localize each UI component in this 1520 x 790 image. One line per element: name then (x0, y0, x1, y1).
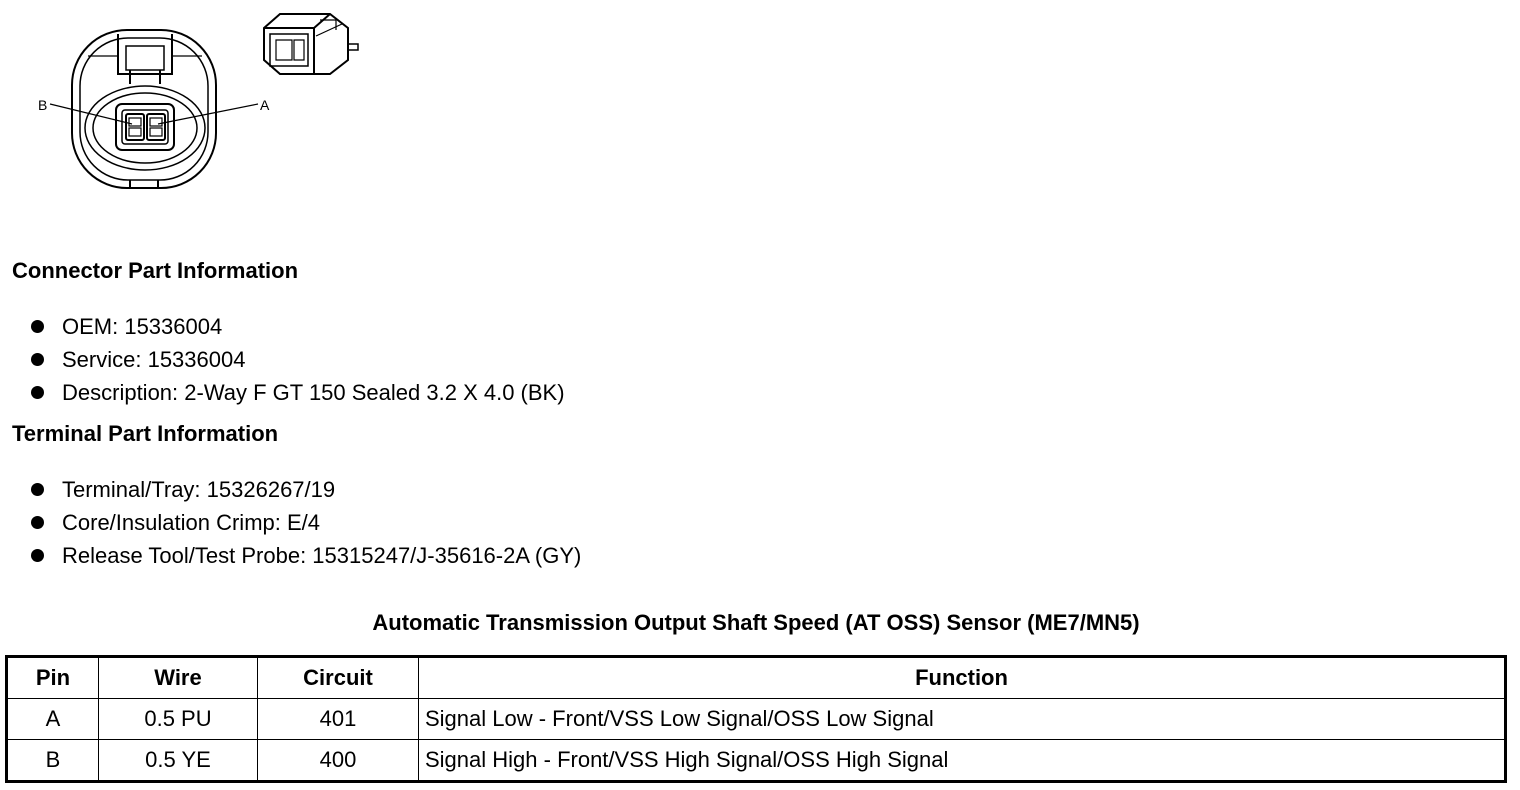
bullet-icon (31, 516, 44, 529)
cell-pin: B (7, 740, 99, 782)
cell-circuit: 401 (258, 699, 419, 740)
cell-pin: A (7, 699, 99, 740)
list-item-text: Core/Insulation Crimp: E/4 (62, 510, 320, 535)
bullet-icon (31, 483, 44, 496)
terminal-part-info-title: Terminal Part Information (12, 421, 279, 446)
table-caption: Automatic Transmission Output Shaft Speed (AT OSS) Sensor (ME7/MN5) (372, 610, 1140, 635)
list-item (30, 473, 581, 506)
cell-function: Signal Low - Front/VSS Low Signal/OSS Low Signal (419, 699, 1506, 740)
list-item (30, 506, 581, 539)
list-item (30, 310, 565, 343)
table-row (7, 699, 1506, 740)
pin-label-b: B (38, 97, 48, 113)
cell-wire: 0.5 PU (99, 699, 258, 740)
connector-part-info-list (30, 310, 565, 409)
list-item-text: Terminal/Tray: 15326267/19 (62, 477, 336, 502)
connector-diagram (30, 0, 370, 200)
bullet-icon (31, 386, 44, 399)
header-wire: Wire (99, 657, 258, 699)
list-item (30, 343, 565, 376)
cell-function: Signal High - Front/VSS High Signal/OSS High Signal (419, 740, 1506, 782)
list-item (30, 539, 581, 572)
bullet-icon (31, 549, 44, 562)
bullet-icon (31, 353, 44, 366)
list-item-text: Description: 2-Way F GT 150 Sealed 3.2 X 4.0 (BK) (62, 380, 565, 405)
connector-outer-shell (72, 30, 216, 188)
pin-label-a: A (260, 97, 270, 113)
terminal-part-info-list (30, 473, 581, 572)
list-item (30, 376, 565, 409)
list-item-text: Release Tool/Test Probe: 15315247/J-35616-2A (GY) (62, 543, 582, 568)
connector-part-info-title: Connector Part Information (12, 258, 299, 283)
table-header-row (7, 657, 1506, 699)
pinout-table (5, 655, 1507, 783)
header-function: Function (419, 657, 1506, 699)
leader-line-b (50, 104, 132, 124)
header-pin: Pin (7, 657, 99, 699)
cell-circuit: 400 (258, 740, 419, 782)
cell-wire: 0.5 YE (99, 740, 258, 782)
table-row (7, 740, 1506, 782)
list-item-text: Service: 15336004 (62, 347, 246, 372)
bullet-icon (31, 320, 44, 333)
connector-3d-thumbnail (264, 14, 358, 74)
header-circuit: Circuit (258, 657, 419, 699)
list-item-text: OEM: 15336004 (62, 314, 223, 339)
